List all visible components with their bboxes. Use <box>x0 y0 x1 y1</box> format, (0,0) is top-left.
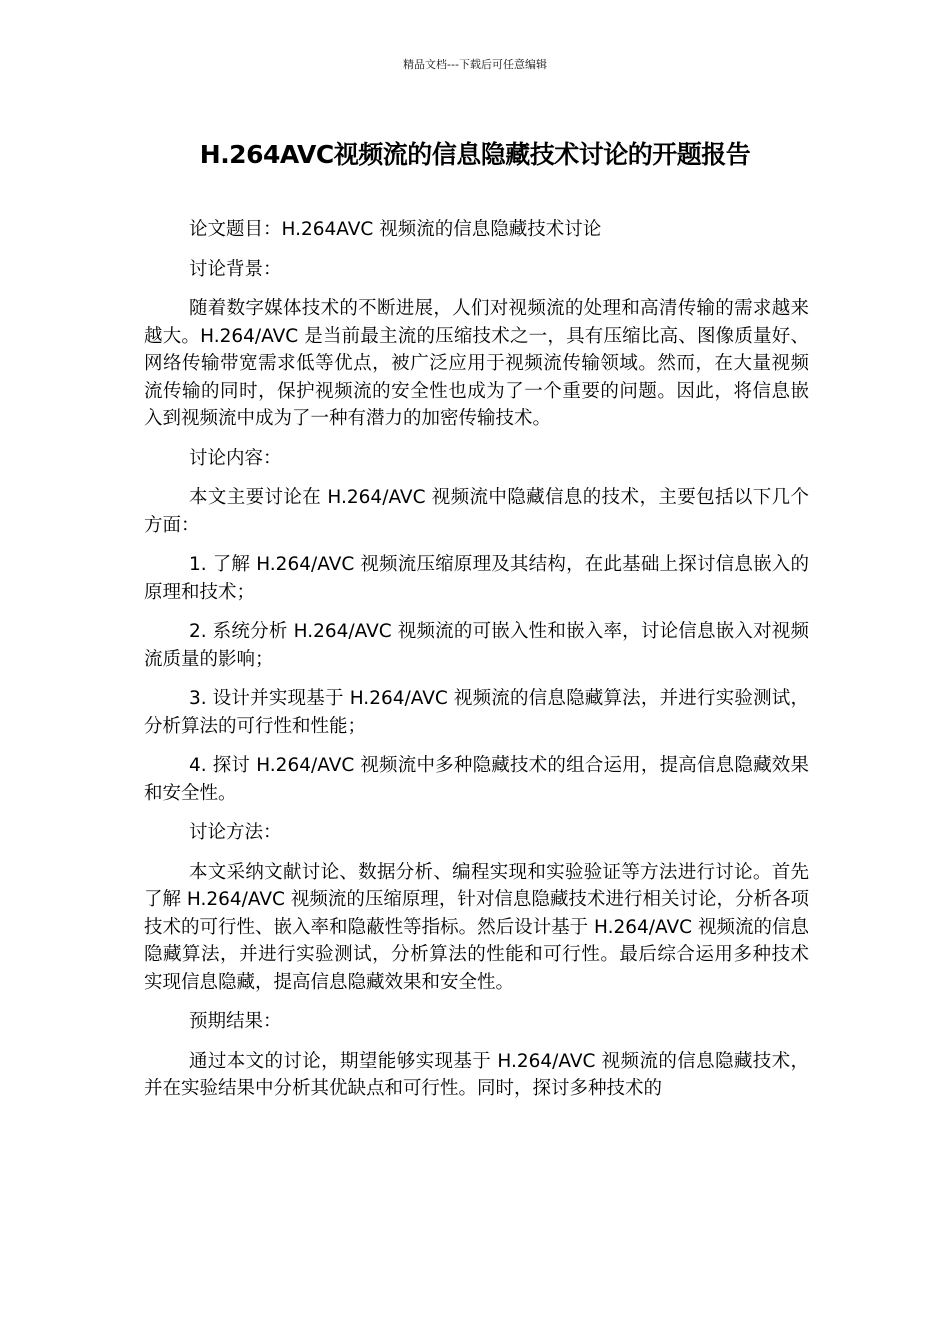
list-item-4: 4. 探讨 H.264/AVC 视频流中多种隐藏技术的组合运用，提高信息隐藏效果和安全性。 <box>144 755 809 804</box>
list-item-1: 1. 了解 H.264/AVC 视频流压缩原理及其结构，在此基础上探讨信息嵌入的原理和技术； <box>144 554 809 603</box>
heading-method: 讨论方法： <box>189 822 282 843</box>
page-header: 精品文档---下载后可任意编辑 <box>403 58 547 71</box>
paragraph-expected-results: 通过本文的讨论，期望能够实现基于 H.264/AVC 视频流的信息隐藏技术，并在实验结果中分析其优缺点和可行性。同时，探讨多种技术的 <box>144 1050 809 1099</box>
paragraph-background: 随着数字媒体技术的不断进展，人们对视频流的处理和高清传输的需求越来越大。H.264/AVC 是当前最主流的压缩技术之一，具有压缩比高、图像质量好、网络传输带宽需求低等优点，被广泛应用于视频流传输领域。然而，在大量视频流传输的同时，保护视频流的安全性也成为了一个重要的问题。因此，将信息嵌入到视频流中成为了一种有潜力的加密传输技术。 <box>144 298 809 429</box>
heading-expected-results: 预期结果： <box>189 1011 282 1032</box>
heading-content: 讨论内容： <box>189 447 282 469</box>
document-title: H.264AVC视频流的信息隐藏技术讨论的开题报告 <box>199 140 751 169</box>
list-item-3: 3. 设计并实现基于 H.264/AVC 视频流的信息隐藏算法，并进行实验测试，分析算法的可行性和性能； <box>144 688 809 737</box>
paragraph-method: 本文采纳文献讨论、数据分析、编程实现和实验验证等方法进行讨论。首先了解 H.264/AVC 视频流的压缩原理，针对信息隐藏技术进行相关讨论，分析各项技术的可行性、嵌入率和隐蔽性等指标。然后设计基于 H.264/AVC 视频流的信息隐藏算法，并进行实验测试，分析算法的性能和可行性。最后综合运用多种技术实现信息隐藏，提高信息隐藏效果和安全性。 <box>144 861 809 993</box>
document-body <box>144 216 809 1115</box>
paragraph-content-intro: 本文主要讨论在 H.264/AVC 视频流中隐藏信息的技术，主要包括以下几个方面： <box>144 487 809 536</box>
heading-background: 讨论背景： <box>189 258 282 280</box>
list-item-2: 2. 系统分析 H.264/AVC 视频流的可嵌入性和嵌入率，讨论信息嵌入对视频流质量的影响； <box>144 621 809 670</box>
paragraph-thesis-topic: 论文题目：H.264AVC 视频流的信息隐藏技术讨论 <box>189 219 602 240</box>
